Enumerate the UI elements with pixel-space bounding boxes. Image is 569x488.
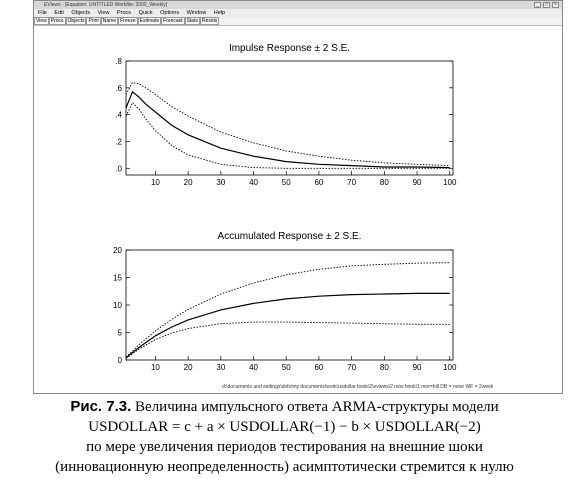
chart-1-xtick-label: 30 xyxy=(216,363,226,372)
caption-label: Рис. 7.3. xyxy=(70,398,132,415)
chart-1-xtick-label: 20 xyxy=(183,363,193,372)
chart-0-ytick-label: .0 xyxy=(115,164,122,174)
chart-1-frame xyxy=(126,250,453,360)
menu-view[interactable]: View xyxy=(97,10,110,16)
chart-1-ytick-label: 0 xyxy=(117,356,122,365)
caption-line-1 xyxy=(0,397,569,417)
chart-0-xtick-label: 90 xyxy=(412,178,422,187)
menu-procs[interactable]: Procs xyxy=(116,10,132,16)
menu-window[interactable]: Window xyxy=(186,10,207,16)
chart-0-ytick-label: .4 xyxy=(115,110,122,120)
chart-0-xtick-label: 50 xyxy=(281,178,291,187)
toolbar-view-button[interactable]: View xyxy=(36,18,47,24)
chart-1-ytick-label: 5 xyxy=(117,328,122,338)
chart-0-xtick-label: 60 xyxy=(314,178,324,187)
maximize-icon[interactable]: □ xyxy=(544,2,549,8)
chart-1-xtick-label: 40 xyxy=(249,363,258,372)
chart-1-xtick-label: 80 xyxy=(379,363,389,372)
chart-1-ytick-label: 10 xyxy=(113,301,122,310)
menu-file[interactable]: File xyxy=(38,10,47,16)
chart-0-ytick-label: .2 xyxy=(115,137,122,147)
chart-0-xtick-label: 20 xyxy=(183,178,193,187)
chart-1-series-2-line xyxy=(126,322,450,358)
chart-0-frame xyxy=(126,61,453,175)
chart-0-xtick-label: 30 xyxy=(216,178,226,187)
chart-1-xtick-label: 70 xyxy=(347,363,357,372)
toolbar-resids-button[interactable]: Resids xyxy=(201,18,218,24)
chart-0-xtick-label: 10 xyxy=(150,178,160,187)
toolbar-objects-button[interactable]: Objects xyxy=(67,18,85,24)
toolbar-name-button[interactable]: Name xyxy=(102,18,117,24)
caption-line-2: USDOLLAR = c + a × USDOLLAR(−1) − b × USDOLLAR(−2) xyxy=(88,419,481,435)
chart-1-xtick-label: 60 xyxy=(314,363,324,372)
caption-text-1: Величина импульсного ответа ARMA-структуры модели xyxy=(135,399,499,415)
toolbar-freeze-button[interactable]: Freeze xyxy=(120,18,136,24)
chart-0-xtick-label: 70 xyxy=(347,178,357,187)
menu-options[interactable]: Options xyxy=(160,10,180,16)
chart-1-title: Accumulated Response ± 2 S.E. xyxy=(217,231,362,242)
toolbar-estimate-button[interactable]: Estimate xyxy=(139,18,160,24)
minimize-icon[interactable]: _ xyxy=(534,2,541,8)
chart-0-series-1-line xyxy=(126,92,450,168)
caption-line-4: (инновационную неопределенность) асимптотически стремится к нулю xyxy=(55,459,514,475)
menu-quick[interactable]: Quick xyxy=(138,10,153,16)
chart-0-ytick-label: .6 xyxy=(115,83,122,93)
chart-0-series-2-line xyxy=(126,103,450,169)
chart-0-title: Impulse Response ± 2 S.E. xyxy=(228,43,351,54)
chart-1-xtick-label: 10 xyxy=(150,363,160,372)
toolbar-stats-button[interactable]: Stats xyxy=(186,18,198,24)
figure-caption xyxy=(0,397,569,477)
close-icon[interactable]: × xyxy=(552,2,559,8)
chart-0-ytick-label: .8 xyxy=(115,57,122,66)
toolbar-procs-button[interactable]: Procs xyxy=(50,18,64,24)
chart-0-xtick-label: 40 xyxy=(249,178,258,187)
chart-1-ytick-label: 15 xyxy=(113,273,122,283)
menu-help[interactable]: Help xyxy=(213,10,226,16)
status-path: d:\documents and settings\dsfs\my documents\work\usdollar book\2\eviews\2 new book\1 mor=hill DB = none WF = 2week xyxy=(222,384,494,390)
menu-objects[interactable]: Objects xyxy=(71,10,91,16)
window-title: EViews - [Equation: UNTITLED Workfile: 2000_Weekly] xyxy=(44,2,168,8)
toolbar-forecast-button[interactable]: Forecast xyxy=(163,18,183,24)
menu-edit[interactable]: Edit xyxy=(54,10,64,16)
chart-1-series-1-line xyxy=(126,293,450,357)
chart-1-xtick-label: 90 xyxy=(412,363,422,372)
caption-line-3: по мере увеличения периодов тестирования на внешние шоки xyxy=(86,439,483,455)
chart-0-series-0-line xyxy=(126,83,450,166)
chart-0-xtick-label: 80 xyxy=(379,178,389,187)
chart-1-series-0-line xyxy=(126,263,450,358)
chart-1-xtick-label: 100 xyxy=(443,363,457,372)
chart-1-xtick-label: 50 xyxy=(281,363,291,372)
chart-1-ytick-label: 20 xyxy=(113,246,122,255)
toolbar-print-button[interactable]: Print xyxy=(88,18,99,24)
chart-0-xtick-label: 100 xyxy=(443,178,457,187)
